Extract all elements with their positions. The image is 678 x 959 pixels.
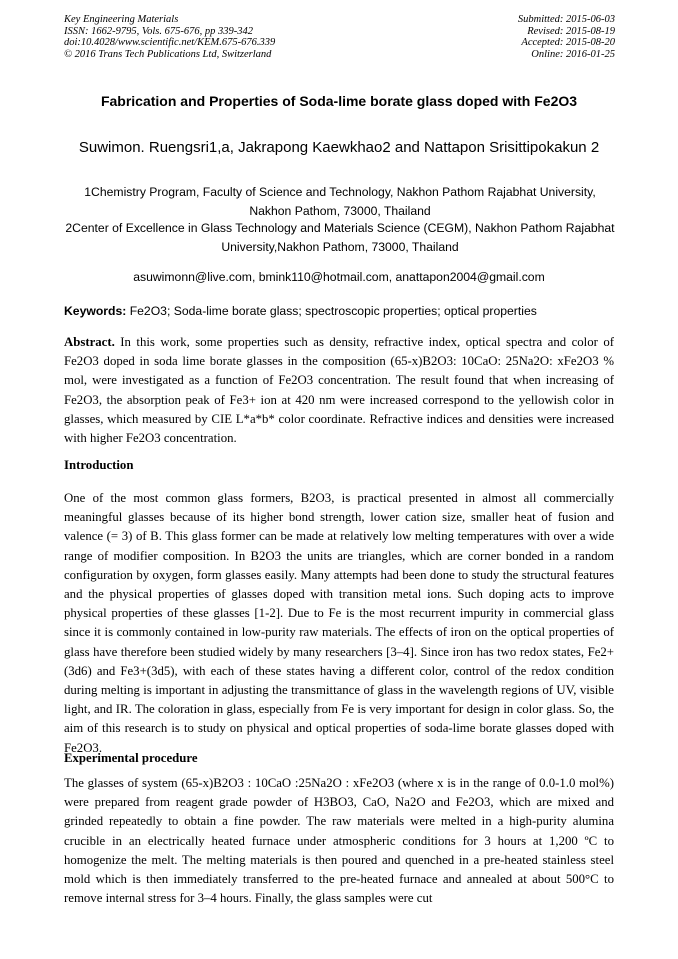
affiliation-2: 2Center of Excellence in Glass Technology and Materials Science (CEGM), Nakhon Pathom Rajabhat University,Nakhon Pathom, 73000, Thailand <box>65 221 615 254</box>
journal-doi: doi:10.4028/www.scientific.net/KEM.675-676.339 <box>64 37 276 49</box>
experimental-heading: Experimental procedure <box>64 751 198 765</box>
journal-info <box>64 14 275 60</box>
date-submitted: Submitted: 2015-06-03 <box>517 14 615 25</box>
author-emails: asuwimonn@live.com, bmink110@hotmail.com, anattapon2004@gmail.com <box>133 270 545 284</box>
journal-issn: ISSN: 1662-9795, Vols. 675-676, pp 339-342 <box>64 25 253 37</box>
journal-copyright: © 2016 Trans Tech Publications Ltd, Switzerland <box>64 48 272 60</box>
date-revised: Revised: 2015-08-19 <box>527 25 615 37</box>
keywords <box>64 304 537 318</box>
author-list: Suwimon. Ruengsri1,a, Jakrapong Kaewkhao2 and Nattapon Srisittipokakun 2 <box>78 139 600 156</box>
keywords-text: Fe2O3; Soda-lime borate glass; spectroscopic properties; optical properties <box>129 304 537 318</box>
abstract-text: In this work, some properties such as density, refractive index, optical spectra and color of Fe2O3 doped in soda lime borate glasses in the composition (65-x)B2O3: 10CaO: 25Na2O: xFe2O3 % mol, were investigated as a function of Fe2O3 concentration. The result found that when increasing of Fe2O3, the absorption peak of Fe3+ ion at 420 nm were increased correspond to the yellowish color in glasses, which measured by CIE L*a*b* color coordinate. Refractive indices and densities were increased with higher Fe2O3 concentration. <box>64 335 614 446</box>
abstract <box>64 333 614 448</box>
journal-name: Key Engineering Materials <box>64 14 179 25</box>
keywords-label: Keywords: <box>64 304 127 318</box>
paper-title: Fabrication and Properties of Soda-lime borate glass doped with Fe2O3 <box>100 93 578 109</box>
affiliation-1: 1Chemistry Program, Faculty of Science and Technology, Nakhon Pathom Rajabhat University, Nakhon Pathom, 73000, Thailand <box>84 185 596 218</box>
introduction-heading: Introduction <box>64 458 134 472</box>
publication-dates <box>518 14 615 60</box>
experimental-text: The glasses of system (65-x)B2O3 : 10CaO :25Na2O : xFe2O3 (where x is in the range of 0.0-1.0 mol%) were prepared from reagent grade powder of H3BO3, CaO, Na2O and Fe2O3, which are mixed and grinded repeatedly to obtain a fine powder. The raw materials were melted in a high-purity alumina crucible in an electrically heated furnace under atmospheric conditions for 3 hours at 1,200 ºC to homogenize the melt. The melting materials is then poured and quenched in a pre-heated stainless steel mold which is then immediately transferred to the pre-heated furnace and annealed at about 500°C to remove internal stress for 3–4 hours. Finally, the glass samples were cut <box>64 776 614 906</box>
introduction-text: One of the most common glass formers, B2O3, is practical presented in almost all commercially meaningful glasses because of its higher bond strength, lower cation size, smaller heat of fusion and valence (= 3) of B. This glass former can be made at relatively low melting temperatures with over a wide range of modifier composition. In B2O3 the units are triangles, which are corner bonded in a random configuration by oxygen, form glasses easily. Many attempts had been done to study the structural features and the physical properties of glasses doped with transition metal ions. Such doping acts to improve physical properties of these glasses [1-2]. Due to Fe is the most recurrent impurity in commercial glass since it is commonly contained in low-purity raw materials. The effects of iron on the optical properties of glass have therefore been studied widely by many researchers [3–4]. Since iron has two redox states, Fe2+ (3d6) and Fe3+(3d5), with each of these states having a different color, control of the redox condition during melting is important in adjusting the transmittance of glass in the wavelength regions of UV, visible light, and IR. The coloration in glass, especially from Fe is very important for design in color glass. So, the aim of this research is to study on physical and optical properties of soda-lime borate glasses doped with Fe2O3. <box>64 491 614 755</box>
date-accepted: Accepted: 2015-08-20 <box>521 37 615 49</box>
date-online: Online: 2016-01-25 <box>531 48 615 60</box>
abstract-label: Abstract. <box>64 335 115 349</box>
